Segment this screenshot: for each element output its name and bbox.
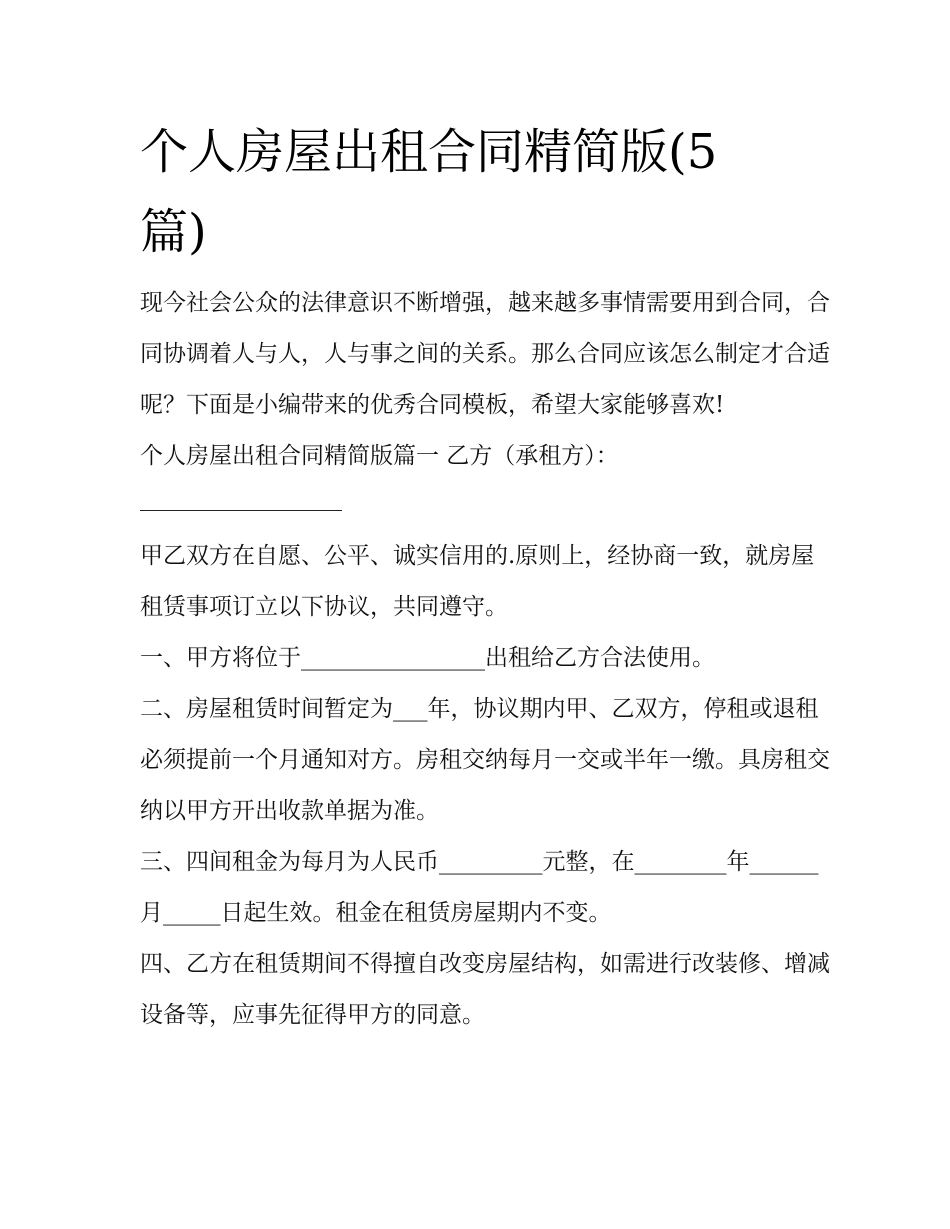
document-title: 个人房屋出租合同精简版(5篇) bbox=[140, 124, 718, 260]
clause-1: 一、甲方将位于________________出租给乙方合法使用。 bbox=[140, 645, 715, 671]
clause-3: 三、四间租金为每月为人民币_________元整，在________年______月_____日起生效。租金在租赁房屋期内不变。 bbox=[140, 849, 819, 926]
clause-4: 四、乙方在租赁期间不得擅自改变房屋结构，如需进行改装修、增减设备等，应事先征得甲方的同意。 bbox=[140, 951, 830, 1028]
clause-2: 二、房屋租赁时间暂定为___年，协议期内甲、乙双方，停租或退租必须提前一个月通知对方。房租交纳每月一交或半年一缴。具房租交纳以甲方开出收款单据为准。 bbox=[140, 696, 830, 824]
section-heading: 个人房屋出租合同精简版篇一 乙方（承租方）： bbox=[140, 443, 619, 469]
intro-paragraph: 现今社会公众的法律意识不断增强，越来越多事情需要用到合同，合同协调着人与人，人与事之间的关系。那么合同应该怎么制定才合适呢？下面是小编带来的优秀合同模板，希望大家能够喜欢! bbox=[140, 290, 830, 418]
preamble-paragraph: 甲乙双方在自愿、公平、诚实信用的.原则上，经协商一致，就房屋租赁事项订立以下协议，共同遵守。 bbox=[140, 543, 815, 620]
document-body bbox=[140, 278, 830, 1041]
signature-blank-line bbox=[140, 482, 342, 511]
